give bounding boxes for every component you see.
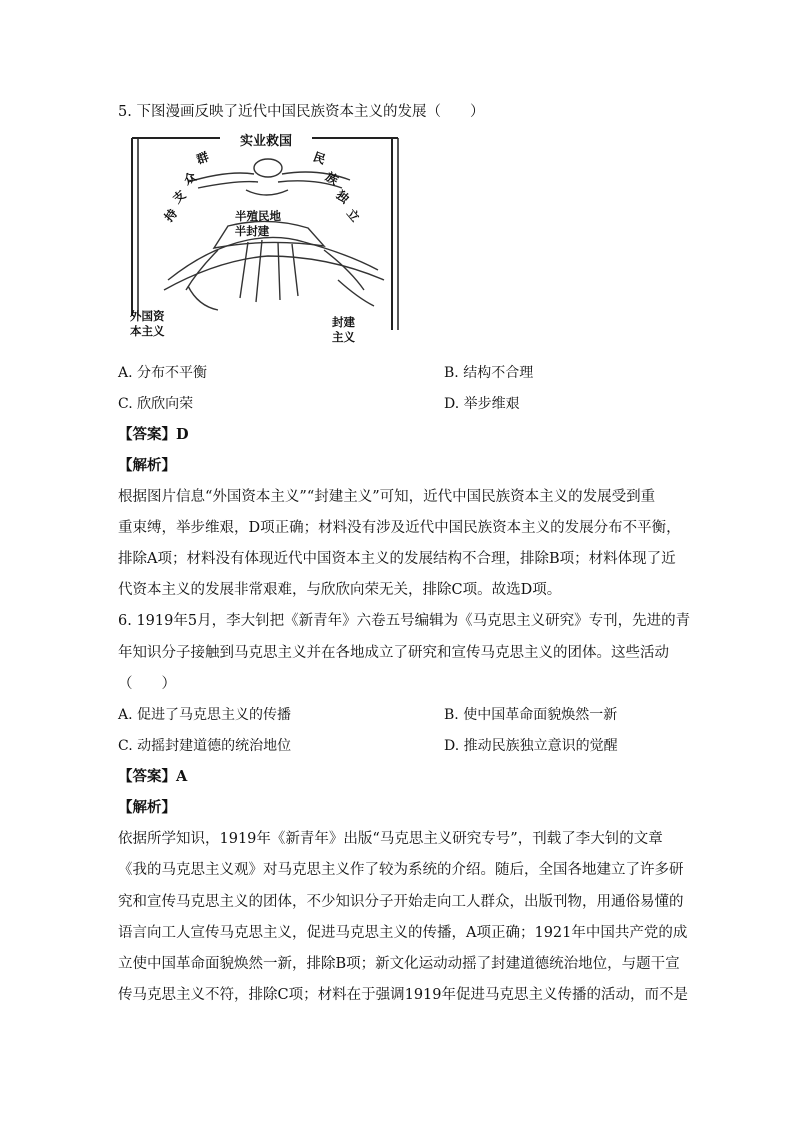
cartoon-left-char: 众 — [181, 169, 199, 188]
q6-option-a[interactable]: A. 促进了马克思主义的传播 — [118, 707, 292, 723]
cartoon-left-char: 支 — [170, 187, 189, 207]
cartoon-bottom-left-label-1: 外国资 — [130, 309, 165, 323]
q6-option-d[interactable]: D. 推动民族独立意识的觉醒 — [444, 738, 618, 754]
q6-stem-line: 年知识分子接触到马克思主义并在各地成立了研究和宣传马克思主义的团体。这些活动 — [118, 645, 669, 661]
q6-analysis-line: 传马克思主义不符，排除C项；材料在于强调1919年促进马克思主义传播的活动，而不是 — [118, 987, 688, 1003]
q5-option-a[interactable]: A. 分布不平衡 — [118, 365, 208, 381]
cartoon-top-label: 实业救国 — [239, 134, 293, 149]
q6-analysis-line: 依据所学知识，1919年《新青年》出版“马克思主义研究专号”，刊载了李大钊的文章 — [118, 831, 663, 847]
q5-option-d[interactable]: D. 举步维艰 — [444, 396, 520, 412]
cartoon-left-char: 群 — [194, 149, 211, 167]
q5-answer: 【答案】D — [118, 426, 189, 443]
cartoon-center-label-2: 半封建 — [234, 224, 270, 238]
q6-stem-line: （ ） — [118, 676, 176, 692]
q6-option-c[interactable]: C. 动摇封建道德的统治地位 — [118, 738, 292, 754]
cartoon-right-char: 立 — [343, 206, 363, 225]
cartoon-left-char: 持 — [161, 206, 181, 225]
cartoon-bottom-right-label-2: 主义 — [332, 330, 355, 344]
q6-analysis-line: 立使中国革命面貌焕然一新，排除B项；新文化运动动摇了封建道德统治地位，与题干宣 — [118, 956, 680, 972]
q6-analysis-line: 究和宣传马克思主义的团体，不少知识分子开始走向工人群众，出版刊物，用通俗易懂的 — [118, 894, 684, 910]
q6-option-b[interactable]: B. 使中国革命面貌焕然一新 — [444, 707, 618, 723]
q5-option-b[interactable]: B. 结构不合理 — [444, 365, 534, 381]
q6-analysis-line: 《我的马克思主义观》对马克思主义作了较为系统的介绍。随后，全国各地建立了许多研 — [118, 862, 684, 878]
cartoon-right-char: 族 — [323, 169, 341, 188]
cartoon-illustration — [128, 130, 406, 344]
q6-analysis-line: 语言向工人宣传马克思主义，促进马克思主义的传播，A项正确；1921年中国共产党的成 — [118, 925, 688, 941]
q5-option-c[interactable]: C. 欣欣向荣 — [118, 396, 194, 412]
q5-analysis-line: 根据图片信息“外国资本主义”“封建主义”可知，近代中国民族资本主义的发展受到重 — [118, 489, 656, 505]
q5-stem: 5. 下图漫画反映了近代中国民族资本主义的发展（ ） — [118, 104, 485, 120]
q6-stem-line: 6. 1919年5月，李大钊把《新青年》六卷五号编辑为《马克思主义研究》专刊，先进的青 — [118, 613, 691, 629]
cartoon-right-char: 民 — [311, 149, 328, 167]
cartoon-bottom-right-label-1: 封建 — [332, 315, 355, 329]
q6-analysis-title: 【解析】 — [118, 799, 176, 816]
cartoon-center-label-1: 半殖民地 — [235, 209, 281, 223]
q6-answer: 【答案】A — [118, 768, 188, 785]
q5-analysis-line: 代资本主义的发展非常艰难，与欣欣向荣无关，排除C项。故选D项。 — [118, 582, 562, 598]
q5-analysis-line: 排除A项；材料没有体现近代中国资本主义的发展结构不合理，排除B项；材料体现了近 — [118, 551, 676, 567]
cartoon-bottom-left-label-2: 本主义 — [130, 324, 165, 338]
cartoon-right-char: 独 — [333, 187, 352, 207]
q5-analysis-line: 重束缚，举步维艰，D项正确；材料没有涉及近代中国民族资本主义的发展分布不平衡， — [118, 520, 681, 536]
q5-analysis-title: 【解析】 — [118, 457, 176, 474]
